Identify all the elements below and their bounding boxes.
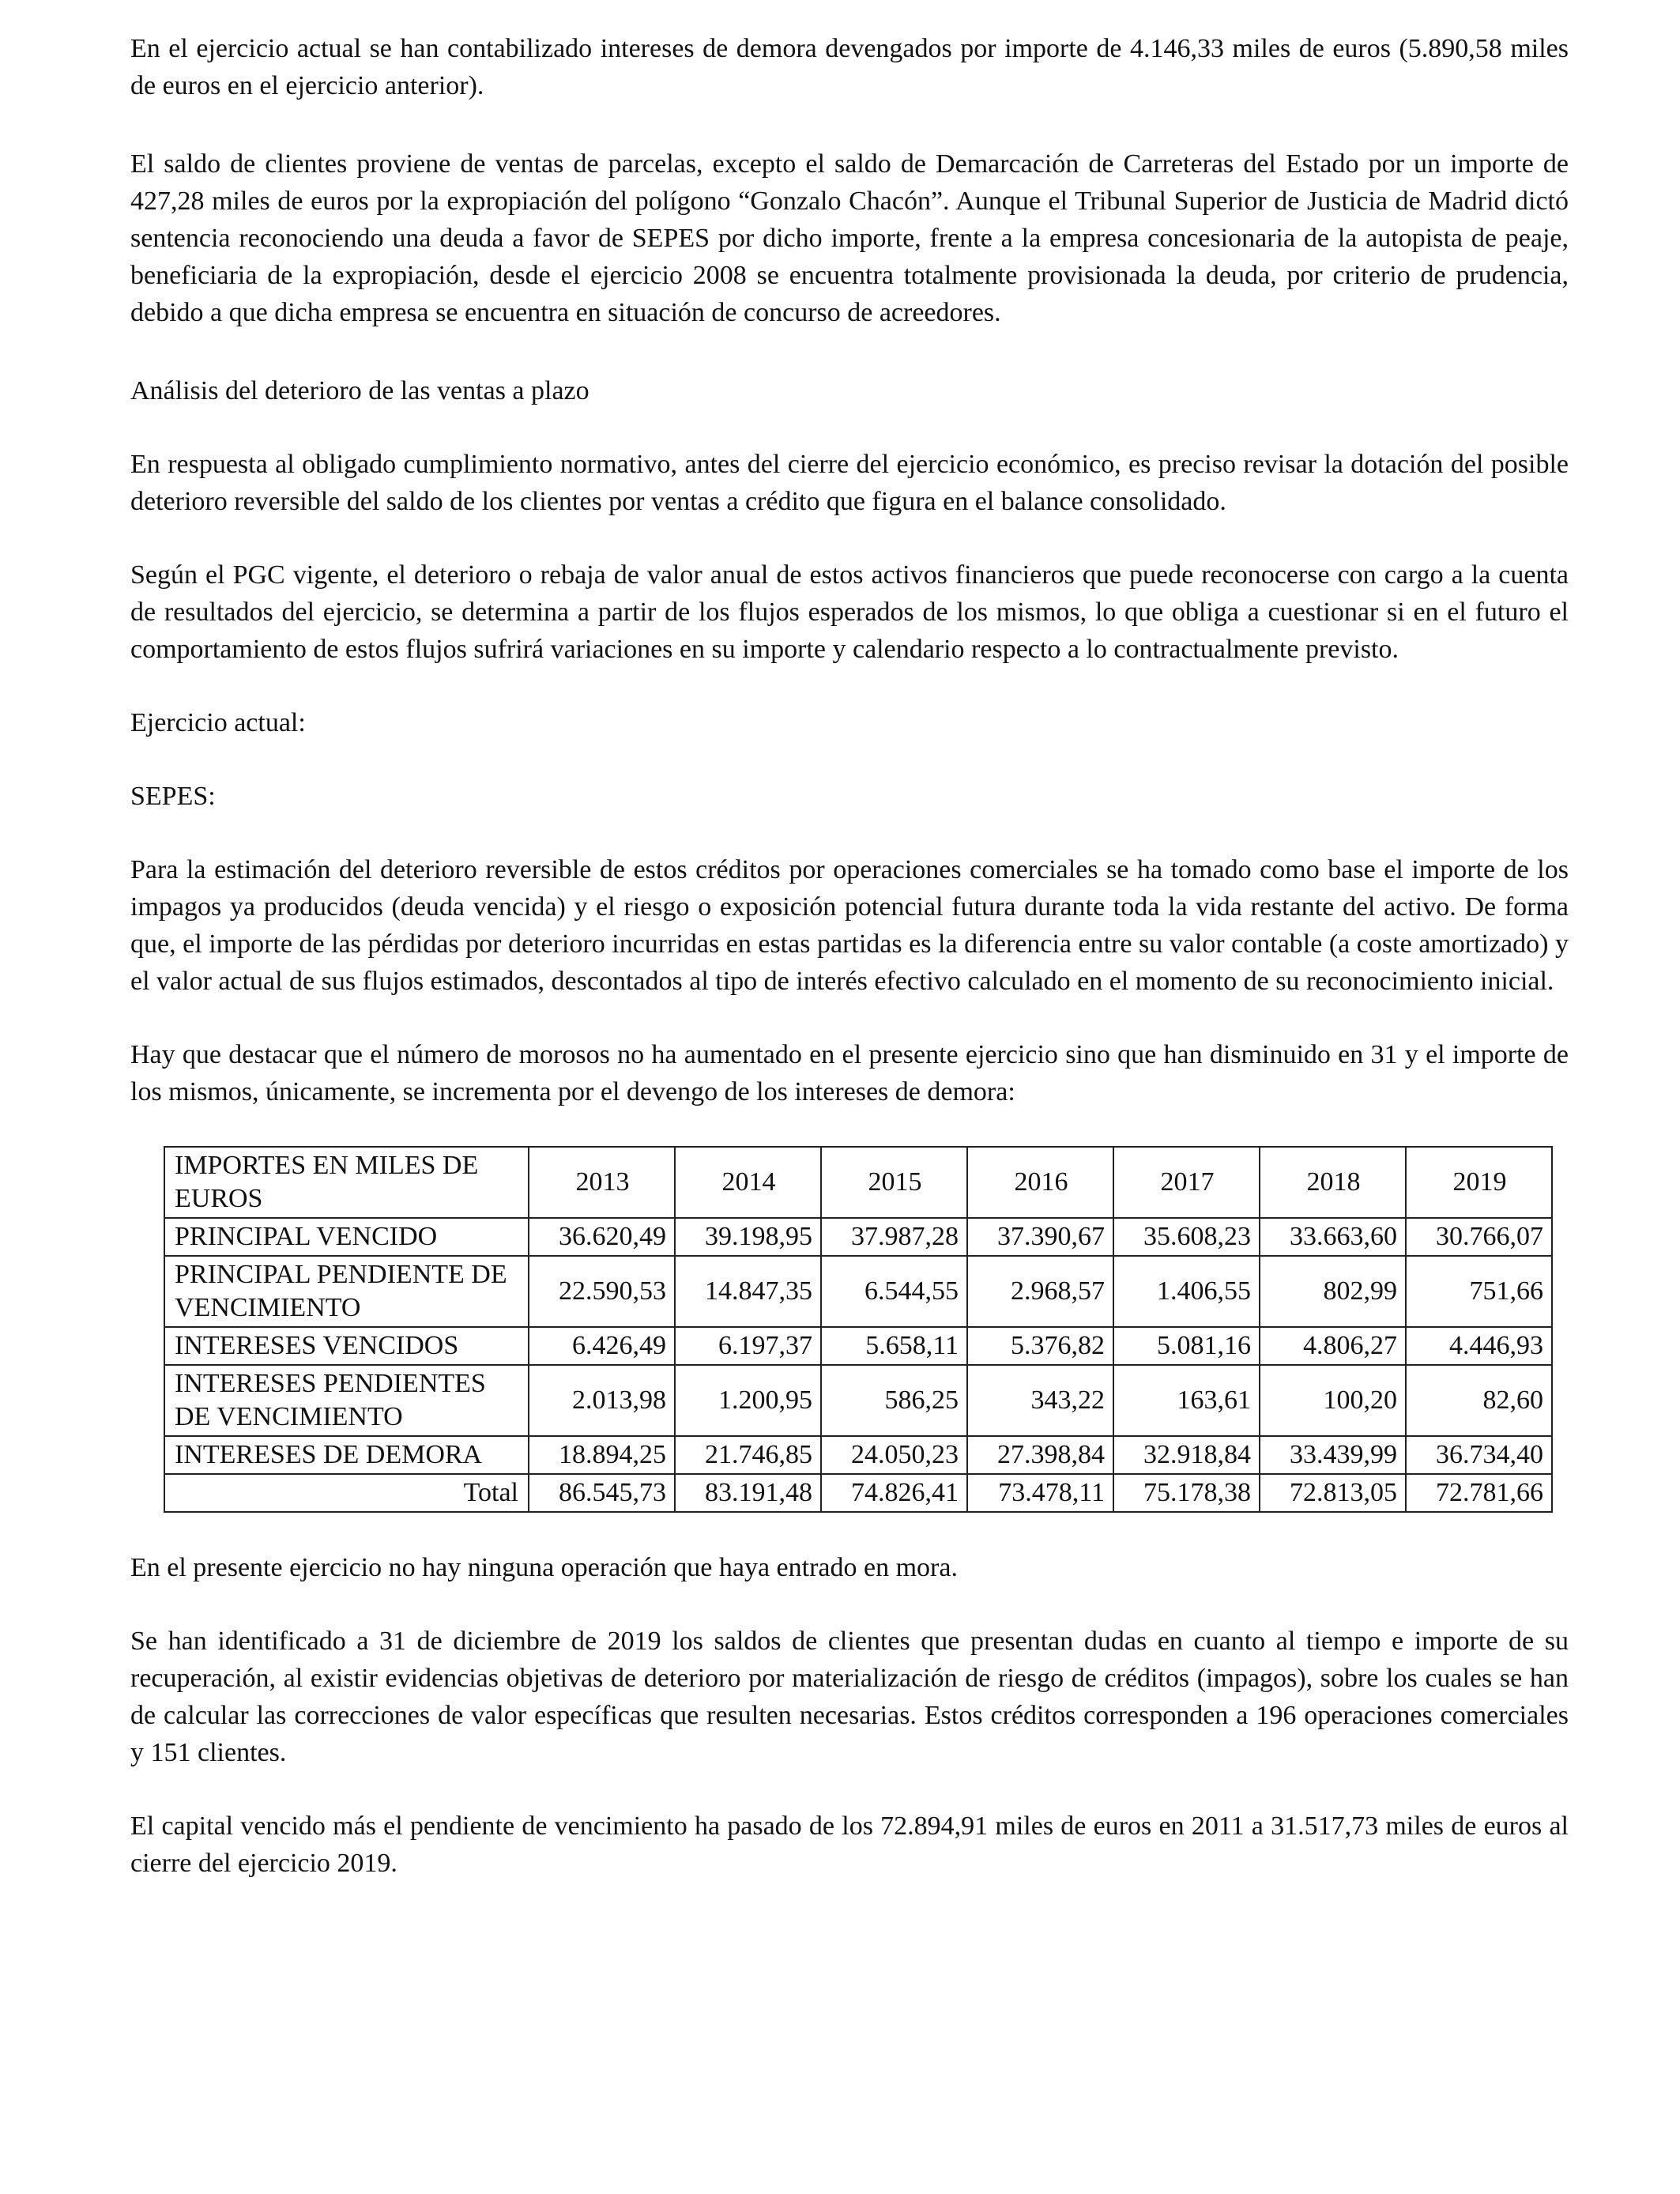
table-row xyxy=(164,1365,1552,1436)
total-cell: 72.813,05 xyxy=(1260,1474,1406,1512)
table-cell: 30.766,07 xyxy=(1406,1218,1552,1256)
paragraph-saldos-identificados: Se han identificado a 31 de diciembre de 2019 los saldos de clientes que presentan dudas en cuanto al tiempo e importe de su recuperación, al existir evidencias objetivas de deterioro por materialización de riesgo de créditos (impagos), sobre los cuales se han de calcular las correcciones de valor específicas que resulten necesarias. Estos créditos corresponden a 196 operaciones comerciales y 151 clientes. xyxy=(130,1627,1569,1767)
table-cell: 37.390,67 xyxy=(967,1218,1113,1256)
total-cell: 74.826,41 xyxy=(821,1474,967,1512)
year-header: 2013 xyxy=(529,1147,675,1218)
year-header: 2016 xyxy=(967,1147,1113,1218)
table-cell: 1.406,55 xyxy=(1113,1256,1260,1327)
total-cell: 75.178,38 xyxy=(1113,1474,1260,1512)
paragraph-pgc: Según el PGC vigente, el deterioro o rebaja de valor anual de estos activos financieros que puede reconocerse con cargo a la cuenta de resultados del ejercicio, se determina a partir de los flujos esperados de los mismos, lo que obliga a cuestionar si en el futuro el comportamiento de estos flujos sufrirá variaciones en su importe y calendario respecto a lo contractualmente previsto. xyxy=(130,560,1569,664)
label-sepes: SEPES: xyxy=(130,782,216,811)
importes-table-wrapper xyxy=(164,1146,1569,1513)
table-cell: 36.734,40 xyxy=(1406,1436,1552,1474)
table-cell: 33.663,60 xyxy=(1260,1218,1406,1256)
table-cell: 751,66 xyxy=(1406,1256,1552,1327)
paragraph-respuesta: En respuesta al obligado cumplimiento normativo, antes del cierre del ejercicio económico, es preciso revisar la dotación del posible deterioro reversible del saldo de los clientes por ventas a crédito que figura en el balance consolidado. xyxy=(130,450,1569,516)
table-cell: 35.608,23 xyxy=(1113,1218,1260,1256)
total-cell: 86.545,73 xyxy=(529,1474,675,1512)
table-cell: 2.013,98 xyxy=(529,1365,675,1436)
total-cell: 72.781,66 xyxy=(1406,1474,1552,1512)
table-row xyxy=(164,1256,1552,1327)
table-cell: 32.918,84 xyxy=(1113,1436,1260,1474)
year-header: 2014 xyxy=(675,1147,821,1218)
total-cell: 83.191,48 xyxy=(675,1474,821,1512)
year-header: 2019 xyxy=(1406,1147,1552,1218)
table-cell: 6.197,37 xyxy=(675,1327,821,1365)
table-cell: 4.446,93 xyxy=(1406,1327,1552,1365)
table-cell: 6.544,55 xyxy=(821,1256,967,1327)
table-header-row xyxy=(164,1147,1552,1218)
table-row xyxy=(164,1218,1552,1256)
table-cell: 37.987,28 xyxy=(821,1218,967,1256)
paragraph-estimacion: Para la estimación del deterioro reversible de estos créditos por operaciones comerciales se ha tomado como base el importe de los impagos ya producidos (deuda vencida) y el riesgo o exposición potencial futura durante toda la vida restante del activo. De forma que, el importe de las pérdidas por deterioro incurridas en estas partidas es la diferencia entre su valor contable (a coste amortizado) y el valor actual de sus flujos estimados, descontados al tipo de interés efectivo calculado en el momento de su reconocimiento inicial. xyxy=(130,855,1569,996)
row-label: INTERESES PENDIENTES DE VENCIMIENTO xyxy=(164,1365,529,1436)
section-heading: Análisis del deterioro de las ventas a plazo xyxy=(130,376,590,405)
paragraph-intereses-demora: En el ejercicio actual se han contabilizado intereses de demora devengados por importe de 4.146,33 miles de euros (5.890,58 miles de euros en el ejercicio anterior). xyxy=(130,34,1569,100)
row-label: PRINCIPAL PENDIENTE DE VENCIMIENTO xyxy=(164,1256,529,1327)
table-cell: 2.968,57 xyxy=(967,1256,1113,1327)
table-cell: 82,60 xyxy=(1406,1365,1552,1436)
table-cell: 33.439,99 xyxy=(1260,1436,1406,1474)
table-cell: 5.376,82 xyxy=(967,1327,1113,1365)
paragraph-saldo-clientes: El saldo de clientes proviene de ventas de parcelas, excepto el saldo de Demarcación de Carreteras del Estado por un importe de 427,28 miles de euros por la expropiación del polígono “Gonzalo Chacón”. Aunque el Tribunal Superior de Justicia de Madrid dictó sentencia reconociendo una deuda a favor de SEPES por dicho importe, frente a la empresa concesionaria de la autopista de peaje, beneficiaria de la expropiación, desde el ejercicio 2008 se encuentra totalmente provisionada la deuda, por criterio de prudencia, debido a que dicha empresa se encuentra en situación de concurso de acreedores. xyxy=(130,149,1569,327)
table-header-label: IMPORTES EN MILES DE EUROS xyxy=(164,1147,529,1218)
table-cell: 100,20 xyxy=(1260,1365,1406,1436)
table-cell: 1.200,95 xyxy=(675,1365,821,1436)
table-cell: 6.426,49 xyxy=(529,1327,675,1365)
table-cell: 343,22 xyxy=(967,1365,1113,1436)
table-row xyxy=(164,1327,1552,1365)
year-header: 2018 xyxy=(1260,1147,1406,1218)
row-label: INTERESES DE DEMORA xyxy=(164,1436,529,1474)
table-total-row xyxy=(164,1474,1552,1512)
table-cell: 802,99 xyxy=(1260,1256,1406,1327)
paragraph-sin-mora: En el presente ejercicio no hay ninguna operación que haya entrado en mora. xyxy=(130,1553,958,1582)
table-cell: 163,61 xyxy=(1113,1365,1260,1436)
year-header: 2017 xyxy=(1113,1147,1260,1218)
table-cell: 18.894,25 xyxy=(529,1436,675,1474)
table-cell: 24.050,23 xyxy=(821,1436,967,1474)
label-ejercicio-actual: Ejercicio actual: xyxy=(130,708,306,737)
table-cell: 27.398,84 xyxy=(967,1436,1113,1474)
row-label: INTERESES VENCIDOS xyxy=(164,1327,529,1365)
paragraph-capital-vencido: El capital vencido más el pendiente de vencimiento ha pasado de los 72.894,91 miles de euros en 2011 a 31.517,73 miles de euros al cierre del ejercicio 2019. xyxy=(130,1811,1569,1878)
importes-table xyxy=(164,1146,1553,1513)
table-cell: 36.620,49 xyxy=(529,1218,675,1256)
table-cell: 5.081,16 xyxy=(1113,1327,1260,1365)
row-label: PRINCIPAL VENCIDO xyxy=(164,1218,529,1256)
table-cell: 586,25 xyxy=(821,1365,967,1436)
table-cell: 5.658,11 xyxy=(821,1327,967,1365)
table-cell: 21.746,85 xyxy=(675,1436,821,1474)
document-page xyxy=(130,30,1569,1882)
table-row xyxy=(164,1436,1552,1474)
total-cell: 73.478,11 xyxy=(967,1474,1113,1512)
table-cell: 14.847,35 xyxy=(675,1256,821,1327)
table-cell: 39.198,95 xyxy=(675,1218,821,1256)
table-cell: 22.590,53 xyxy=(529,1256,675,1327)
total-label: Total xyxy=(164,1474,529,1512)
year-header: 2015 xyxy=(821,1147,967,1218)
table-cell: 4.806,27 xyxy=(1260,1327,1406,1365)
paragraph-morosos: Hay que destacar que el número de morosos no ha aumentado en el presente ejercicio sino que han disminuido en 31 y el importe de los mismos, únicamente, se incrementa por el devengo de los intereses de demora: xyxy=(130,1040,1569,1106)
